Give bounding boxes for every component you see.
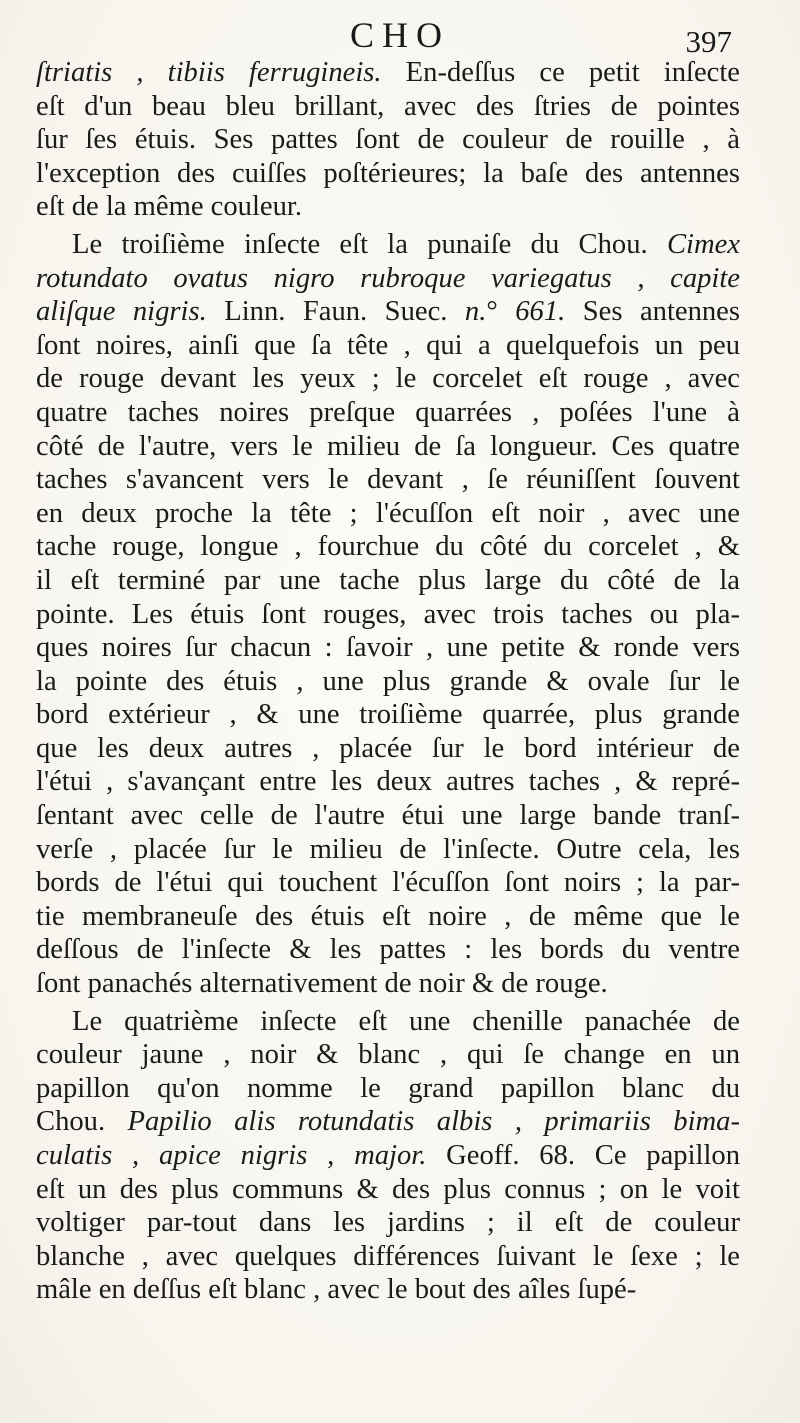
text-line bbox=[36, 1005, 740, 1039]
text-run: l'exception des cuiſſes poſtérieures; la baſe des antennes bbox=[36, 157, 740, 189]
text-line bbox=[36, 598, 740, 632]
text-run: eſt d'un beau bleu brillant, avec des ſtries de pointes bbox=[36, 90, 740, 122]
text-run: il eſt terminé par une tache plus large du côté de la bbox=[36, 564, 740, 596]
text-line bbox=[36, 329, 740, 363]
text-line bbox=[36, 967, 740, 1001]
text-run: ſont panachés alternativement de noir & de rouge. bbox=[36, 968, 608, 1000]
text-line bbox=[36, 564, 740, 598]
italic-run: ſtriatis , tibiis ferrugineis. bbox=[36, 57, 382, 88]
text-line bbox=[36, 665, 740, 699]
text-run: Le quatrième inſecte eſt une chenille panachée de bbox=[72, 1005, 740, 1037]
text-line bbox=[36, 396, 740, 430]
text-run: ° bbox=[486, 296, 516, 328]
text-line bbox=[36, 90, 740, 124]
italic-run: Papilio alis rotundatis albis , primariis bima- bbox=[127, 1106, 740, 1138]
text-run: en deux proche la tête ; l'écuſſon eſt noir , avec une bbox=[36, 497, 740, 529]
text-run: de rouge devant les yeux ; le corcelet eſt rouge , avec bbox=[36, 363, 740, 395]
text-line bbox=[36, 262, 740, 296]
text-line bbox=[36, 430, 740, 464]
text-run: taches s'avancent vers le devant , ſe réuniſſent ſouvent bbox=[36, 464, 740, 496]
text-run: couleur jaune , noir & blanc , qui ſe change en un bbox=[36, 1039, 740, 1071]
text-line bbox=[36, 631, 740, 665]
text-line bbox=[36, 1273, 740, 1307]
text-line bbox=[36, 933, 740, 967]
text-run: Chou. bbox=[36, 1106, 128, 1138]
running-head bbox=[0, 14, 800, 60]
text-run: eſt de la même couleur. bbox=[36, 191, 302, 223]
running-title: CHO bbox=[349, 15, 450, 55]
text-run: eſt un des plus communs & des plus connus ; on le voit bbox=[36, 1173, 740, 1205]
text-run: Linn. Faun. Suec. bbox=[206, 296, 465, 328]
text-run: que les deux autres , placée ſur le bord intérieur de bbox=[36, 732, 740, 764]
text-line bbox=[36, 1072, 740, 1106]
text-run: la pointe des étuis , une plus grande & ovale ſur le bbox=[36, 665, 740, 697]
text-run: ſur ſes étuis. Ses pattes ſont de couleur de rouille , à bbox=[36, 124, 740, 156]
text-line bbox=[36, 123, 740, 157]
text-run: Geoff. 68. Ce papillon bbox=[426, 1140, 740, 1171]
text-run: ques noires ſur chacun : ſavoir , une petite & ronde vers bbox=[36, 632, 740, 664]
text-line bbox=[36, 1173, 740, 1207]
italic-run: n. bbox=[464, 296, 487, 328]
text-line bbox=[36, 1206, 740, 1240]
text-run: bord extérieur , & une troiſième quarrée, plus grande bbox=[36, 699, 740, 731]
text-run: pointe. Les étuis ſont rouges, avec trois taches ou pla- bbox=[36, 598, 740, 630]
text-line bbox=[36, 1139, 740, 1173]
italic-run: 661. bbox=[515, 296, 566, 328]
paragraph bbox=[36, 56, 740, 224]
text-run: Le troiſième inſecte eſt la punaiſe du Chou. bbox=[72, 228, 667, 260]
text-line bbox=[36, 765, 740, 799]
text-line bbox=[36, 799, 740, 833]
text-line bbox=[36, 530, 740, 564]
text-run: blanche , avec quelques différences ſuivant le ſexe ; le bbox=[36, 1240, 740, 1272]
italic-run: rotundato ovatus nigro rubroque variegatus , capite bbox=[36, 262, 740, 294]
text-line bbox=[36, 732, 740, 766]
text-run: voltiger par-tout dans les jardins ; il eſt de couleur bbox=[36, 1207, 740, 1239]
paragraph bbox=[36, 1005, 740, 1307]
text-run: deſſous de l'inſecte & les pattes : les bords du ventre bbox=[36, 934, 740, 966]
text-run: l'étui , s'avançant entre les deux autres taches , & repré- bbox=[36, 766, 740, 798]
text-run: papillon qu'on nomme le grand papillon blanc du bbox=[36, 1072, 740, 1104]
text-run: mâle en deſſus eſt blanc , avec le bout des aîles ſupé- bbox=[36, 1274, 637, 1306]
text-line bbox=[36, 362, 740, 396]
text-run: ſont noires, ainſi que ſa tête , qui a quelquefois un peu bbox=[36, 329, 740, 361]
text-line bbox=[36, 833, 740, 867]
text-line bbox=[36, 295, 740, 329]
text-line bbox=[36, 1240, 740, 1274]
text-run: quatre taches noires preſque quarrées , poſées l'une à bbox=[36, 396, 740, 428]
italic-run: aliſque nigris. bbox=[36, 296, 207, 328]
text-line bbox=[36, 1105, 740, 1139]
text-run: bords de l'étui qui touchent l'écuſſon ſont noirs ; la par- bbox=[36, 867, 740, 899]
text-run: côté de l'autre, vers le milieu de ſa longueur. Ces quatre bbox=[36, 430, 740, 462]
text-line bbox=[36, 1038, 740, 1072]
text-line bbox=[36, 56, 740, 90]
text-run: Ses antennes bbox=[565, 296, 740, 328]
text-line bbox=[36, 900, 740, 934]
italic-run: culatis , apice nigris , major. bbox=[36, 1140, 427, 1171]
text-run: En-deſſus ce petit inſecte bbox=[381, 57, 740, 88]
italic-run: Cimex bbox=[666, 228, 740, 260]
text-line bbox=[36, 190, 740, 224]
body-text bbox=[36, 56, 740, 1307]
page-number: 397 bbox=[685, 24, 732, 59]
text-line bbox=[36, 698, 740, 732]
text-line bbox=[36, 157, 740, 191]
text-run: verſe , placée ſur le milieu de l'inſecte. Outre cela, les bbox=[36, 833, 740, 865]
text-run: tache rouge, longue , fourchue du côté du corcelet , & bbox=[36, 531, 740, 563]
text-line bbox=[36, 866, 740, 900]
paragraph bbox=[36, 228, 740, 1001]
text-line bbox=[36, 228, 740, 262]
text-line bbox=[36, 497, 740, 531]
text-run: tie membraneuſe des étuis eſt noire , de même que le bbox=[36, 900, 740, 932]
text-line bbox=[36, 463, 740, 497]
text-run: ſentant avec celle de l'autre étui une large bande tranſ- bbox=[36, 800, 740, 832]
